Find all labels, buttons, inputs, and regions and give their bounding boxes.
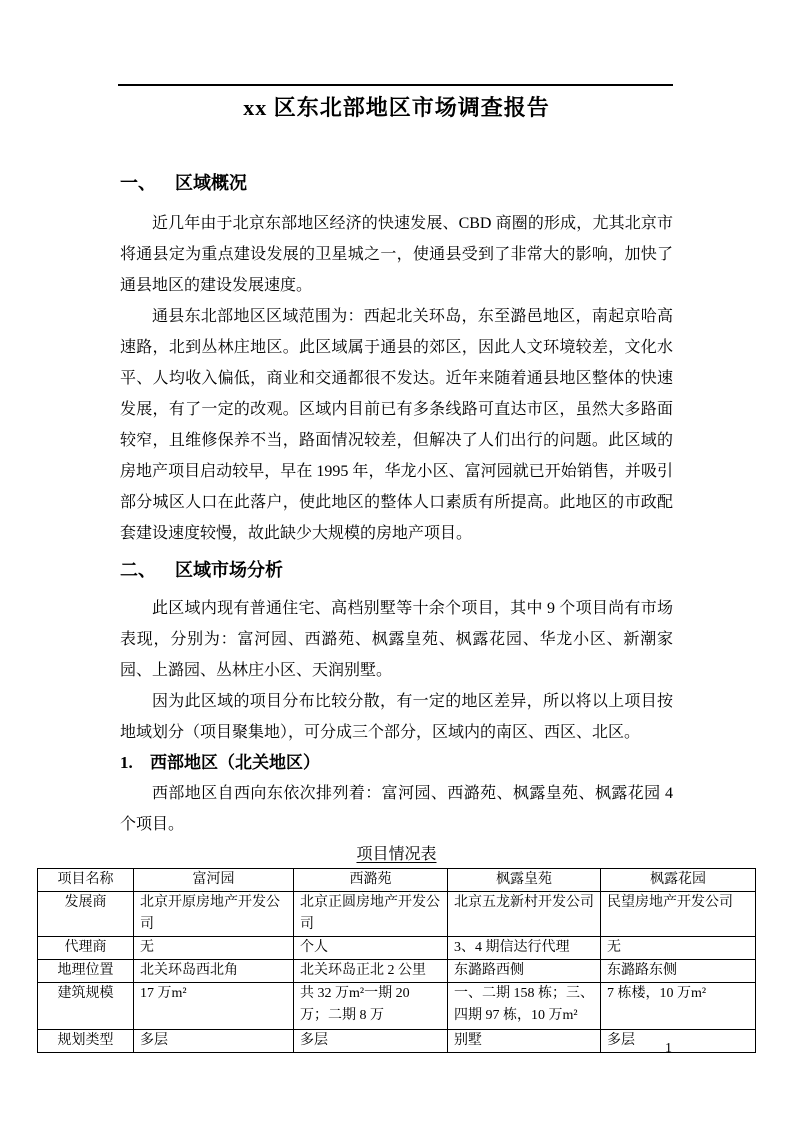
row-label: 代理商	[38, 937, 134, 960]
table-header-row	[38, 869, 756, 892]
table-row	[38, 892, 756, 937]
section-heading-text: 区域市场分析	[175, 560, 283, 580]
table-caption	[120, 843, 673, 867]
table-cell: 别墅	[448, 1030, 601, 1053]
section-heading-1	[120, 170, 673, 196]
table-caption-text: 项目情况表	[356, 846, 437, 863]
section-number: 一、	[120, 173, 156, 193]
table-cell: 东潞路西侧	[448, 960, 601, 983]
row-label: 规划类型	[38, 1030, 134, 1053]
table-row	[38, 1030, 756, 1053]
page-number: 1	[665, 1041, 672, 1056]
table-cell: 北京正圆房地产开发公司	[294, 892, 448, 937]
table-cell: 北关环岛西北角	[134, 960, 294, 983]
table-header-cell: 枫露皇苑	[448, 869, 601, 892]
table-header-cell: 富河园	[134, 869, 294, 892]
section-heading-2	[120, 557, 673, 583]
row-label: 建筑规模	[38, 983, 134, 1030]
project-info-table	[37, 868, 756, 1053]
paragraph: 此区域内现有普通住宅、高档别墅等十余个项目，其中 9 个项目尚有市场表现，分别为：富河园、西潞苑、枫露皇苑、枫露花园、华龙小区、新潮家园、上潞园、丛林庄小区、天润别墅。	[120, 600, 673, 679]
row-label: 发展商	[38, 892, 134, 937]
subsection-heading-text: 西部地区（北关地区）	[150, 753, 320, 772]
table-cell: 北京开原房地产开发公司	[134, 892, 294, 937]
section-number: 二、	[120, 560, 156, 580]
table-header-cell: 项目名称	[38, 869, 134, 892]
table-row	[38, 937, 756, 960]
paragraph: 西部地区自西向东依次排列着：富河园、西潞苑、枫露皇苑、枫露花园 4 个项目。	[120, 785, 673, 833]
section-heading-text: 区域概况	[175, 173, 247, 193]
table-cell: 7 栋楼，10 万m²	[601, 983, 756, 1030]
row-label: 地理位置	[38, 960, 134, 983]
table-cell: 共 32 万m²一期 20 万；二期 8 万	[294, 983, 448, 1030]
paragraph: 因为此区域的项目分布比较分散，有一定的地区差异，所以将以上项目按地域划分（项目聚集地），可分成三个部分，区域内的南区、西区、北区。	[120, 693, 673, 741]
table-cell: 无	[134, 937, 294, 960]
table-cell: 北京五龙新村开发公司	[448, 892, 601, 937]
table-cell: 多层	[601, 1030, 756, 1053]
table-cell: 多层	[294, 1030, 448, 1053]
paragraph: 通县东北部地区区域范围为：西起北关环岛，东至潞邑地区，南起京哈高速路，北到丛林庄地区。此区域属于通县的郊区，因此人文环境较差，文化水平、人均收入偏低，商业和交通都很不发达。近年来随着通县地区整体的快速发展，有了一定的改观。区域内目前已有多条线路可直达市区，虽然大多路面较窄，且维修保养不当，路面情况较差，但解决了人们出行的问题。此区域的房地产项目启动较早，早在 1995 年，华龙小区、富河园就已开始销售，并吸引部分城区人口在此落户，使此地区的整体人口素质有所提高。此地区的市政配套建设速度较慢，故此缺少大规模的房地产项目。	[120, 308, 673, 542]
table-cell: 民望房地产开发公司	[601, 892, 756, 937]
subsection-heading-1	[120, 748, 673, 778]
table-cell: 个人	[294, 937, 448, 960]
table-cell: 17 万m²	[134, 983, 294, 1030]
paragraph: 近几年由于北京东部地区经济的快速发展、CBD 商圈的形成，尤其北京市将通县定为重点建设发展的卫星城之一，使通县受到了非常大的影响，加快了通县地区的建设发展速度。	[120, 215, 673, 294]
table-cell: 一、二期 158 栋；三、四期 97 栋，10 万m²	[448, 983, 601, 1030]
table-cell: 3、4 期信达行代理	[448, 937, 601, 960]
header-rule	[118, 0, 673, 86]
table-cell: 北关环岛正北 2 公里	[294, 960, 448, 983]
table-row	[38, 960, 756, 983]
table-row	[38, 983, 756, 1030]
table-cell: 东潞路东侧	[601, 960, 756, 983]
subsection-number: 1.	[120, 753, 133, 772]
table-header-cell: 枫露花园	[601, 869, 756, 892]
table-header-cell: 西潞苑	[294, 869, 448, 892]
table-cell: 多层	[134, 1030, 294, 1053]
table-cell: 无	[601, 937, 756, 960]
page-title: xx 区东北部地区市场调查报告	[243, 95, 550, 120]
